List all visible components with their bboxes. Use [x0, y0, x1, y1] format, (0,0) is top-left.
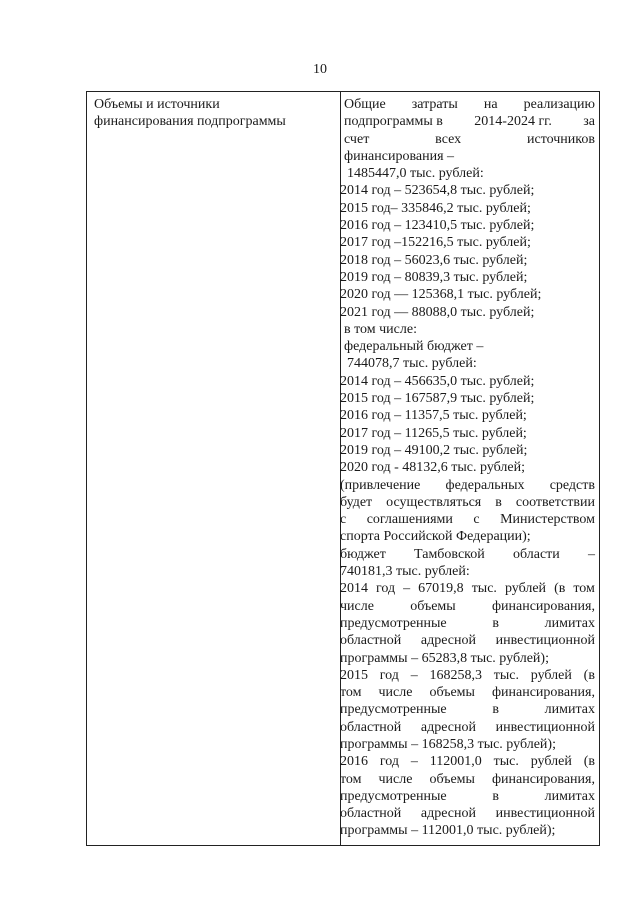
text-line: том числе объемы финансирования, — [340, 685, 595, 701]
text-line: 2014 год – 67019,8 тыс. рублей (в том — [340, 581, 595, 597]
text-line: в том числе: — [344, 321, 417, 337]
text-line: финансирования – — [344, 148, 455, 164]
federal-amount: 744078,7 тыс. рублей: — [347, 356, 477, 372]
text-line: программы – 112001,0 тыс. рублей); — [340, 823, 556, 839]
text-line: том числе объемы финансирования, — [340, 771, 595, 787]
year-line: 2019 год – 49100,2 тыс. рублей; — [340, 442, 528, 458]
year-line: 2017 год – 11265,5 тыс. рублей; — [340, 425, 527, 441]
text-line: бюджет Тамбовской области – — [340, 546, 595, 562]
left-heading-line-2: финансирования подпрограммы — [94, 114, 286, 130]
year-line: 2015 год – 167587,9 тыс. рублей; — [340, 391, 535, 407]
text-line: 2015 год – 168258,3 тыс. рублей (в — [340, 667, 595, 683]
year-line: 2021 год — 88088,0 тыс. рублей; — [340, 304, 535, 320]
left-heading-line-1: Объемы и источники — [94, 97, 220, 112]
page-number: 10 — [313, 62, 327, 77]
year-line: 2020 год — 125368,1 тыс. рублей; — [340, 287, 542, 303]
year-line: 2016 год – 123410,5 тыс. рублей; — [340, 218, 535, 234]
year-line: 2017 год –152216,5 тыс. рублей; — [340, 235, 531, 251]
text-line: программы – 65283,8 тыс. рублей); — [340, 650, 549, 666]
text-line: областной адресной инвестиционной — [340, 806, 595, 822]
text-line: подпрограммы в 2014-2024 гг. за — [344, 114, 595, 130]
text-line: Общие затраты на реализацию — [344, 97, 595, 112]
text-line: 2016 год – 112001,0 тыс. рублей (в — [340, 754, 595, 770]
total-amount: 1485447,0 тыс. рублей: — [347, 166, 484, 182]
text-line: спорта Российской Федерации); — [340, 529, 531, 545]
text-line: (привлечение федеральных средств — [340, 477, 595, 493]
left-cell-heading — [94, 96, 334, 131]
year-line: 2020 год - 48132,6 тыс. рублей; — [340, 460, 526, 476]
text-line: предусмотренные в лимитах — [340, 788, 595, 804]
year-line: 2014 год – 523654,8 тыс. рублей; — [340, 183, 535, 199]
text-line: будет осуществляться в соответствии — [340, 494, 595, 510]
year-line: 2018 год – 56023,6 тыс. рублей; — [340, 252, 528, 268]
text-line: предусмотренные в лимитах — [340, 702, 595, 718]
regional-amount: 740181,3 тыс. рублей: — [340, 564, 470, 580]
text-line: областной адресной инвестиционной — [340, 633, 595, 649]
year-line: 2014 год – 456635,0 тыс. рублей; — [340, 373, 535, 389]
right-cell-content — [340, 96, 595, 840]
year-line: 2015 год– 335846,2 тыс. рублей; — [340, 200, 531, 216]
text-line: предусмотренные в лимитах — [340, 615, 595, 631]
financing-table — [86, 91, 600, 846]
text-line: программы – 168258,3 тыс. рублей); — [340, 736, 556, 752]
text-line: счет всех источников — [344, 131, 595, 147]
text-line: с соглашениями с Министерством — [340, 512, 595, 528]
year-line: 2016 год – 11357,5 тыс. рублей; — [340, 408, 527, 424]
year-line: 2019 год – 80839,3 тыс. рублей; — [340, 269, 528, 285]
text-line: числе объемы финансирования, — [340, 598, 595, 614]
text-line: областной адресной инвестиционной — [340, 719, 595, 735]
text-line: федеральный бюджет – — [344, 339, 484, 355]
